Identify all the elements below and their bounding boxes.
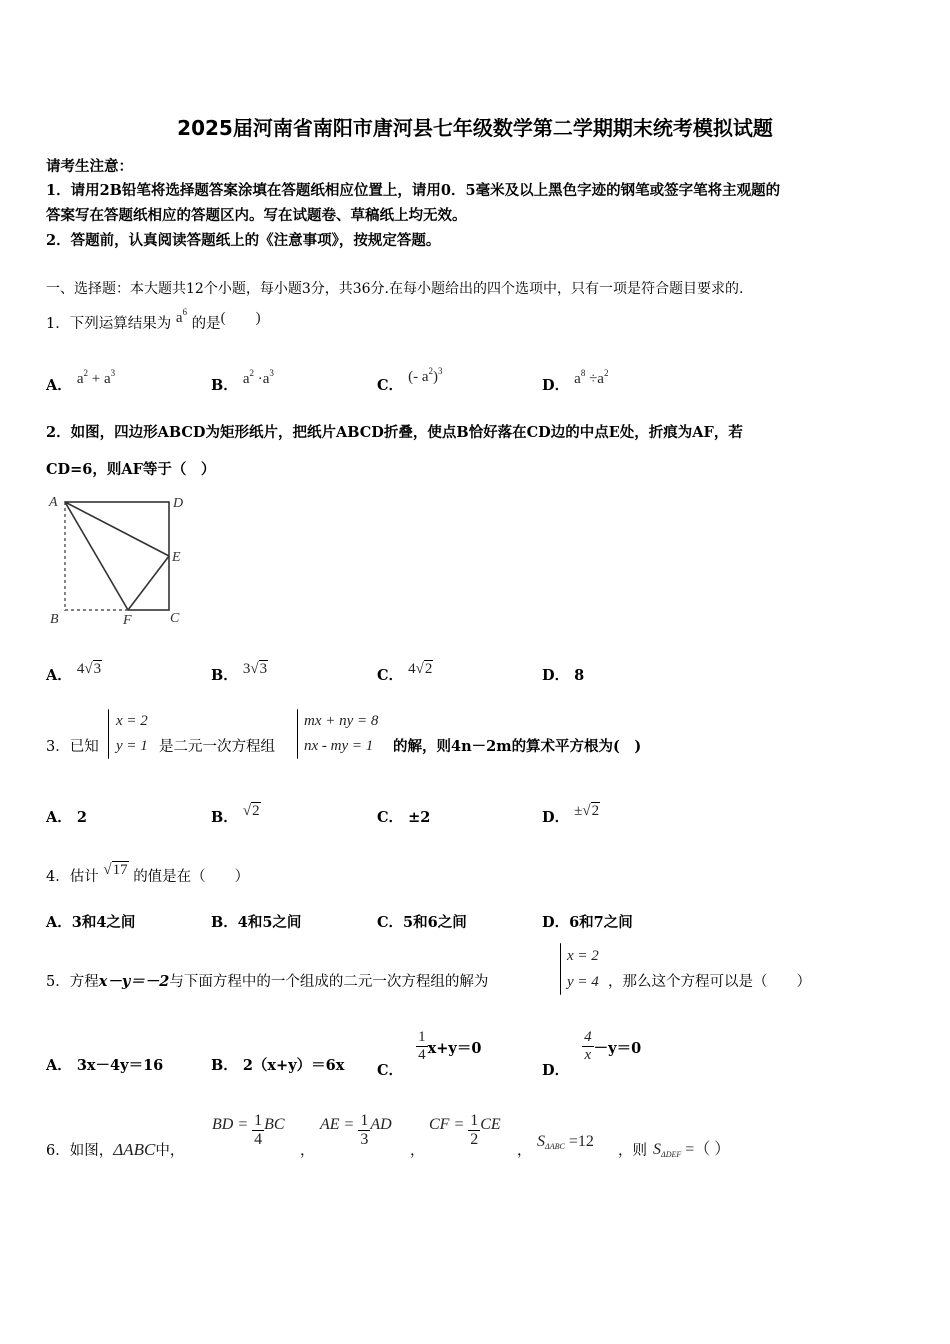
q1-expr: a bbox=[175, 310, 183, 326]
q5-system: x = 2 y = 4 bbox=[567, 948, 599, 990]
rectangle-fold-figure bbox=[44, 490, 204, 630]
page-title: 2025届河南省南阳市唐河县七年级数学第二学期期末统考模拟试题 bbox=[177, 116, 773, 140]
q2-option-d: D． 8 bbox=[542, 667, 585, 684]
q2-option-a: A． 4√3 bbox=[46, 661, 102, 684]
q5-text: 5．方程x－y＝－2与下面方程中的一个组成的二元一次方程组的解为 bbox=[46, 973, 489, 990]
q2-option-b: B． 3√3 bbox=[211, 661, 268, 684]
q1-text-post: 的是 bbox=[191, 316, 221, 332]
rectangle-abcd bbox=[65, 502, 169, 610]
question-4: 4．估计 √17 的值是在（ ） bbox=[46, 862, 250, 885]
q1-text: 下列运算结果为 bbox=[69, 316, 172, 332]
q5-post: ，那么这个方程可以是（ ） bbox=[608, 974, 811, 990]
q6-comma-1: ， bbox=[300, 1143, 315, 1159]
q2-option-c: C． 4√2 bbox=[377, 661, 433, 684]
q1-option-d: D． $a^8 \div a^2$ bbox=[542, 368, 609, 394]
q6-expr-ae: AE = $\frac{1}{3}$ AD bbox=[320, 1112, 392, 1148]
q3-option-b: B． √2 bbox=[211, 803, 260, 826]
notice-line-1b: 答案写在答题纸相应的答题区内。写在试题卷、草稿纸上均无效。 bbox=[46, 207, 467, 224]
q6-area-def: $S_{\Delta DEF}$ =（ ） bbox=[653, 1141, 731, 1159]
q1-exp: 6 bbox=[182, 307, 188, 317]
label-a: A bbox=[49, 495, 58, 510]
notice-heading: 请考生注意： bbox=[46, 158, 133, 175]
q3-option-d: D． ±√2 bbox=[542, 803, 600, 826]
q5-option-a: A． 3x－4y＝16 bbox=[46, 1057, 164, 1074]
q1-paren: ( ) bbox=[220, 310, 261, 326]
notice-line-2: 2．答题前，认真阅读答题纸上的《注意事项》，按规定答题。 bbox=[46, 232, 441, 249]
q6-area-abc: $S_{\Delta ABC} =12$ bbox=[537, 1133, 594, 1151]
q3-option-a: A． 2 bbox=[46, 809, 87, 826]
q3-brace-1 bbox=[108, 709, 109, 759]
segment-fe bbox=[128, 556, 169, 610]
label-f: F bbox=[123, 613, 132, 628]
q3-option-c: C． ±2 bbox=[377, 809, 431, 826]
q4-radicand: 17 bbox=[112, 862, 128, 878]
q3-prefix: 3．已知 bbox=[46, 739, 99, 755]
q5-option-c: C． $\frac{1}{4}$ x+y＝0 bbox=[377, 1029, 482, 1079]
q6-expr-cf: CF = $\frac{1}{2}$ CE bbox=[429, 1112, 501, 1148]
label-d: D bbox=[173, 496, 184, 511]
q5-option-d: D． $\frac{4}{x}$ －y＝0 bbox=[542, 1029, 642, 1079]
q3-brace-2 bbox=[297, 709, 298, 759]
question-1 bbox=[46, 307, 261, 333]
notice-line-1a: 1．请用2B铅笔将选择题答案涂填在答题纸相应位置上，请用0．5毫米及以上黑色字迹的钢笔或签字笔将主观题的 bbox=[46, 182, 781, 199]
q6-comma-3: ， bbox=[517, 1143, 532, 1159]
q6-expr-bd: BD = $\frac{1}{4}$ BC bbox=[212, 1112, 285, 1148]
q1-option-c: C． (- $a^2)^3$ bbox=[377, 366, 443, 394]
q1-option-b: B． $a^2 \cdot a^3$ bbox=[211, 368, 274, 394]
q3-mid: 是二元一次方程组 bbox=[159, 739, 275, 755]
label-b: B bbox=[50, 612, 59, 627]
q4-option-d: D．6和7之间 bbox=[542, 914, 633, 931]
q3-system-2: mx + ny = 8 nx - my = 1 bbox=[304, 713, 379, 754]
q5-option-b: B． 2（x+y）＝6x bbox=[211, 1057, 345, 1074]
q4-option-b: B．4和5之间 bbox=[211, 914, 302, 931]
q5-brace bbox=[560, 943, 561, 995]
section-heading: 一、选择题：本大题共12个小题，每小题3分，共36分.在每小题给出的四个选项中，只有一项是符合题目要求的. bbox=[46, 281, 744, 297]
q6-comma-2: ， bbox=[410, 1143, 425, 1159]
q2-line-1: 2．如图，四边形ABCD为矩形纸片，把纸片ABCD折叠，使点B恰好落在CD边的中点E处，折痕为AF，若 bbox=[46, 424, 743, 441]
q6-then: ，则 bbox=[618, 1143, 647, 1159]
q4-option-c: C．5和6之间 bbox=[377, 914, 467, 931]
label-e: E bbox=[172, 550, 181, 565]
q2-line-2: CD=6，则AF等于（ ） bbox=[46, 461, 216, 478]
label-c: C bbox=[170, 611, 180, 626]
q1-option-a: A． $a^2 + a^3$ bbox=[46, 368, 116, 394]
q1-number: 1． bbox=[46, 316, 70, 332]
q6-prefix: 6．如图，ΔABC中， bbox=[46, 1140, 185, 1159]
q3-system-1: x = 2 y = 1 bbox=[116, 713, 148, 754]
q4-option-a: A．3和4之间 bbox=[46, 914, 136, 931]
q3-post: 的解，则4n－2m的算术平方根为( ) bbox=[393, 738, 642, 755]
